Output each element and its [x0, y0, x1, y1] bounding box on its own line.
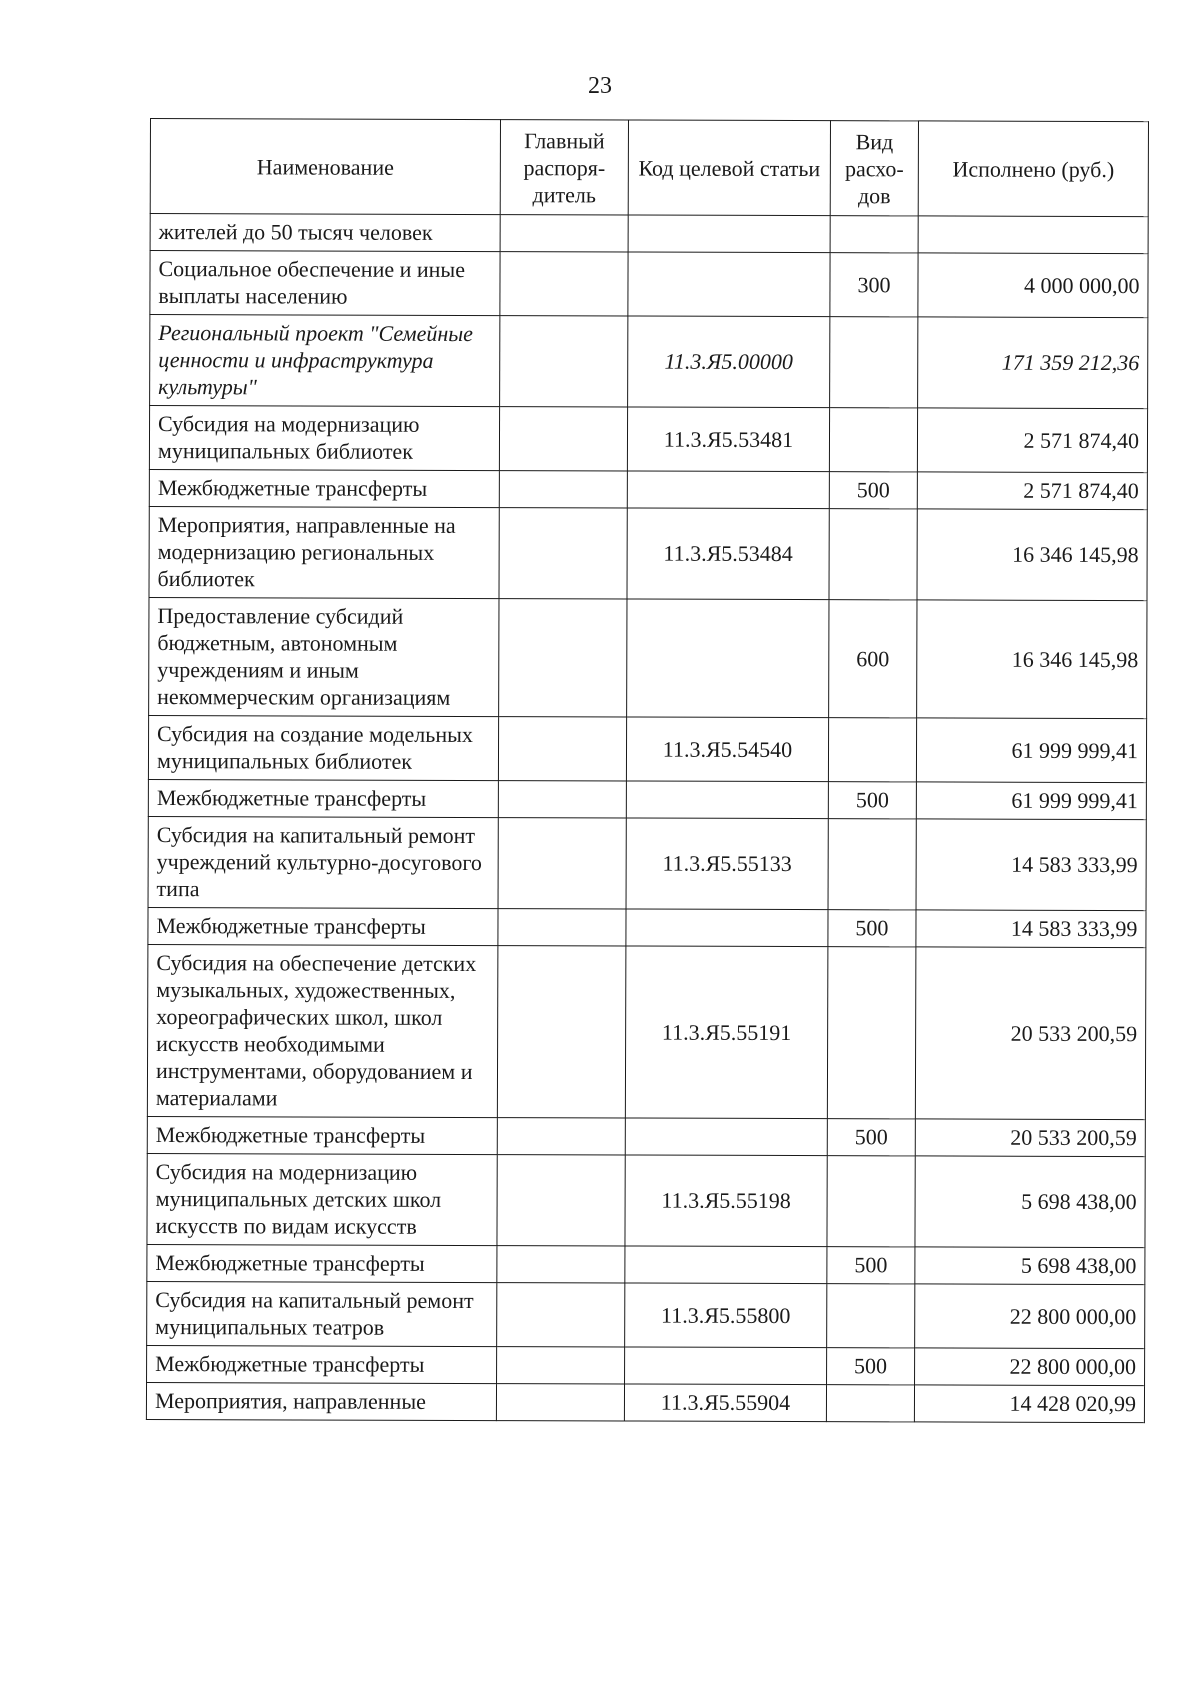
row-code: 11.3.Я5.55904 [624, 1384, 826, 1422]
row-expense-type [827, 1284, 915, 1348]
row-amount: 2 571 874,40 [917, 408, 1147, 473]
budget-sheet [146, 118, 1149, 1423]
row-code: 11.3.Я5.55133 [626, 818, 828, 910]
row-name: Предоставление субсидий бюджетным, автономным учреждениям и иным некоммерческим организациям [149, 597, 499, 716]
table-row [149, 469, 1147, 509]
row-manager [500, 252, 628, 316]
row-name: Межбюджетные трансферты [147, 1244, 497, 1282]
row-code: 11.3.Я5.55191 [625, 946, 828, 1119]
row-manager [500, 215, 628, 252]
row-manager [497, 946, 626, 1118]
row-manager [497, 1347, 625, 1384]
row-code [628, 215, 830, 253]
row-amount: 61 999 999,41 [916, 718, 1146, 783]
row-manager [499, 407, 627, 471]
row-manager [499, 599, 627, 717]
row-amount: 20 533 200,59 [915, 1119, 1145, 1157]
row-code [628, 252, 830, 317]
row-expense-type: 500 [829, 472, 917, 509]
table-row [147, 1116, 1145, 1156]
row-manager [500, 316, 628, 407]
row-name: Субсидия на обеспечение детских музыкальных, художественных, хореографических школ, школ искусств необходимыми инструментами, оборудованием и материалами [147, 944, 498, 1117]
row-name: Субсидия на модернизацию муниципальных библиотек [149, 406, 499, 471]
table-row [149, 406, 1147, 473]
row-expense-type: 500 [828, 782, 916, 819]
row-manager [498, 818, 626, 909]
row-expense-type [828, 718, 916, 782]
header-name: Наименование [150, 119, 500, 215]
row-expense-type [830, 216, 918, 253]
row-code: 11.3.Я5.54540 [626, 717, 828, 782]
row-amount: 61 999 999,41 [916, 782, 1146, 820]
row-amount: 14 583 333,99 [916, 819, 1146, 911]
table-row [148, 715, 1146, 782]
row-name: Субсидия на создание модельных муниципальных библиотек [148, 715, 498, 780]
row-name: Субсидия на модернизацию муниципальных детских школ искусств по видам искусств [147, 1153, 497, 1245]
row-amount: 171 359 212,36 [918, 317, 1148, 409]
row-amount: 4 000 000,00 [918, 253, 1148, 318]
row-name: Межбюджетные трансферты [148, 907, 498, 945]
row-code [625, 1246, 827, 1284]
row-name: жителей до 50 тысяч человек [150, 214, 500, 252]
row-manager [499, 471, 627, 508]
row-name: Мероприятия, направленные [146, 1382, 496, 1420]
table-row [150, 315, 1148, 409]
row-code: 11.3.Я5.53481 [627, 407, 829, 472]
table-row [148, 816, 1146, 910]
row-code: 11.3.Я5.55800 [625, 1283, 827, 1348]
row-amount: 16 346 145,98 [917, 600, 1147, 719]
row-manager [497, 1155, 625, 1246]
page-number: 23 [588, 73, 612, 99]
table-row [147, 1244, 1145, 1284]
row-manager [498, 717, 626, 781]
row-name: Субсидия на капитальный ремонт учреждений культурно-досугового типа [148, 816, 498, 908]
row-expense-type: 300 [830, 253, 918, 317]
row-manager [498, 781, 626, 818]
row-code [626, 909, 828, 947]
row-amount: 5 698 438,00 [915, 1247, 1145, 1285]
row-manager [498, 909, 626, 946]
row-code [627, 599, 829, 718]
row-amount: 2 571 874,40 [917, 472, 1147, 510]
table-row [146, 1382, 1144, 1422]
table-body [146, 214, 1148, 1423]
table-row [147, 1281, 1145, 1348]
row-manager [499, 508, 627, 599]
row-code [625, 1347, 827, 1385]
row-expense-type: 500 [828, 910, 916, 947]
header-manager: Главный распоря-дитель [500, 120, 628, 215]
row-name: Межбюджетные трансферты [148, 779, 498, 817]
row-code [627, 471, 829, 509]
row-name: Межбюджетные трансферты [149, 469, 499, 507]
row-name: Мероприятия, направленные на модернизацию региональных библиотек [149, 506, 499, 598]
row-manager [497, 1283, 625, 1347]
row-name: Региональный проект "Семейные ценности и инфраструктура культуры" [150, 315, 500, 407]
row-amount: 14 428 020,99 [914, 1385, 1144, 1423]
row-code [625, 1118, 827, 1156]
row-expense-type: 500 [827, 1119, 915, 1156]
table-row [149, 597, 1147, 718]
row-expense-type [829, 509, 917, 600]
row-manager [497, 1118, 625, 1155]
row-name: Межбюджетные трансферты [147, 1116, 497, 1154]
row-expense-type [827, 1156, 915, 1247]
row-manager [497, 1246, 625, 1283]
row-name: Социальное обеспечение и иные выплаты населению [150, 251, 500, 316]
row-expense-type: 600 [829, 600, 917, 718]
row-expense-type [828, 819, 916, 910]
row-code: 11.3.Я5.00000 [628, 316, 830, 408]
table-row [149, 506, 1147, 600]
row-amount: 5 698 438,00 [915, 1156, 1145, 1248]
row-amount: 14 583 333,99 [916, 910, 1146, 948]
row-code: 11.3.Я5.53484 [627, 508, 829, 600]
row-amount [918, 216, 1148, 254]
table-row [150, 251, 1148, 318]
row-expense-type [830, 317, 918, 408]
row-name: Субсидия на капитальный ремонт муниципальных театров [147, 1281, 497, 1346]
table-row [148, 779, 1146, 819]
row-amount: 20 533 200,59 [915, 947, 1146, 1120]
row-manager [496, 1384, 624, 1421]
row-code [626, 781, 828, 819]
table-row [147, 1345, 1145, 1385]
header-expense-type: Вид расхо-дов [830, 121, 918, 216]
budget-table [146, 118, 1149, 1423]
table-row [148, 907, 1146, 947]
row-expense-type [827, 947, 916, 1119]
header-amount: Исполнено (руб.) [918, 121, 1148, 217]
header-code: Код целевой статьи [628, 120, 830, 216]
row-expense-type [826, 1385, 914, 1422]
row-amount: 22 800 000,00 [915, 1284, 1145, 1349]
row-amount: 22 800 000,00 [915, 1348, 1145, 1386]
row-code: 11.3.Я5.55198 [625, 1155, 827, 1247]
row-expense-type [829, 408, 917, 472]
table-row [147, 1153, 1145, 1247]
table-row [150, 214, 1148, 254]
row-expense-type: 500 [827, 1247, 915, 1284]
row-amount: 16 346 145,98 [917, 509, 1147, 601]
table-row [147, 944, 1146, 1119]
row-name: Межбюджетные трансферты [147, 1345, 497, 1383]
table-header-row [150, 119, 1148, 217]
row-expense-type: 500 [827, 1348, 915, 1385]
